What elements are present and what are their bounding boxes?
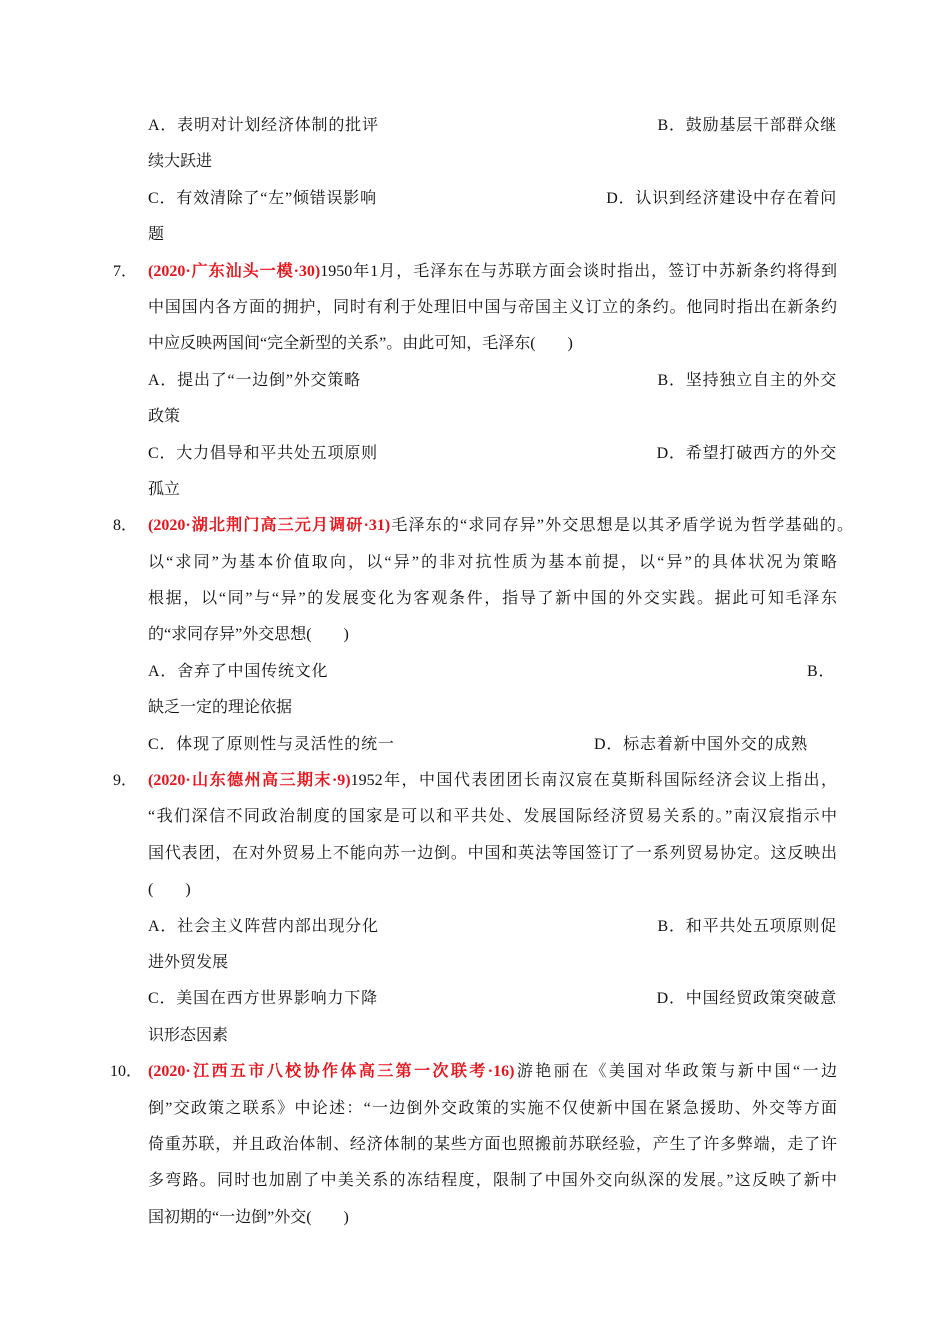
question-stem: 根据，以“同”与“异”的发展变化为客观条件，指导了新中国的外交实践。据此可知毛泽东	[148, 590, 837, 608]
question-stem: 中国国内各方面的拥护，同时有利于处理旧中国与帝国主义订立的条约。他同时指出在新条约	[148, 298, 837, 316]
option-row	[148, 981, 837, 1017]
question-number: 10．	[110, 1063, 143, 1081]
option-continuation: 孤立	[148, 480, 181, 498]
question-source: (2020·山东德州高三期末·9)	[148, 772, 351, 790]
option-b: B．鼓励基层干部群众继	[657, 117, 837, 134]
option-row	[148, 363, 837, 399]
option-continuation: 题	[148, 226, 165, 244]
document-page	[110, 108, 853, 1236]
option-row	[148, 909, 837, 945]
option-b: B．坚持独立自主的外交	[657, 371, 837, 389]
option-row	[148, 181, 837, 217]
option-a: A．舍弃了中国传统文化	[148, 662, 329, 680]
option-c: C．有效清除了“左”倾错误影响	[148, 189, 377, 207]
option-c: C．体现了原则性与灵活性的统一	[148, 735, 395, 753]
option-continuation: 识形态因素	[148, 1026, 229, 1044]
question-stem: 国代表团，在对外贸易上不能向苏一边倒。中国和英法等国签订了一系列贸易协定。这反映出	[148, 844, 837, 862]
question-source: (2020·江西五市八校协作体高三第一次联考·16)	[148, 1063, 515, 1081]
question-stem: 中应反映两国间“完全新型的关系”。由此可知，毛泽东( )	[148, 335, 573, 353]
question-stem: ( )	[148, 881, 191, 899]
question-stem: 9． (2020·山东德州高三期末·9)1952年，中国代表团团长南汉宸在莫斯科国际经济会议上指出，	[148, 763, 837, 799]
question-stem: “我们深信不同政治制度的国家是可以和平共处、发展国际经济贸易关系的。”南汉宸指示中	[148, 808, 837, 826]
question-stem: 8． (2020·湖北荆门高三元月调研·31)毛泽东的“求同存异”外交思想是以其矛盾学说为哲学基础的。	[148, 508, 853, 544]
option-row	[148, 436, 837, 472]
option-d: D．中国经贸政策突破意	[656, 990, 837, 1008]
option-continuation: 进外贸发展	[148, 953, 229, 971]
option-d: D．认识到经济建设中存在着问	[606, 189, 837, 207]
option-continuation: 政策	[148, 408, 181, 426]
question-stem: 的“求同存异”外交思想( )	[148, 626, 349, 644]
question-stem: 倒”交政策之联系》中论述：“一边倒外交政策的实施不仅使新中国在紧急援助、外交等方面	[148, 1099, 837, 1117]
question-source: (2020·广东汕头一模·30)	[148, 262, 321, 280]
option-a: A．提出了“一边倒”外交策略	[148, 371, 361, 389]
option-d: D．希望打破西方的外交	[656, 444, 837, 462]
question-number: 7．	[113, 262, 138, 280]
option-d: D．标志着新中国外交的成熟	[594, 735, 808, 753]
question-stem: 国初期的“一边倒”外交( )	[148, 1208, 349, 1226]
question-source: (2020·湖北荆门高三元月调研·31)	[148, 517, 391, 535]
question-stem: 倚重苏联，并且政治体制、经济体制的某些方面也照搬前苏联经验，产生了许多弊端，走了许	[148, 1135, 837, 1153]
option-row	[148, 654, 837, 690]
option-a: A．社会主义阵营内部出现分化	[148, 917, 379, 935]
question-number: 9．	[113, 772, 138, 790]
question-stem: 7． (2020·广东汕头一模·30)1950年1月，毛泽东在与苏联方面会谈时指出，签订中苏新条约将得到	[148, 254, 837, 290]
option-b: B．和平共处五项原则促	[657, 917, 837, 935]
question-stem: 多弯路。同时也加剧了中美关系的冻结程度，限制了中国外交向纵深的发展。”这反映了新中	[148, 1172, 837, 1190]
question-stem: 10． (2020·江西五市八校协作体高三第一次联考·16)游艳丽在《美国对华政策与新中国“一边	[148, 1054, 837, 1090]
option-c: C．大力倡导和平共处五项原则	[148, 444, 378, 462]
option-a: A．表明对计划经济体制的批评	[148, 117, 379, 134]
option-c: C．美国在西方世界影响力下降	[148, 990, 378, 1008]
question-number: 8．	[113, 517, 138, 535]
option-continuation: 续大跃进	[148, 153, 213, 171]
option-row	[148, 727, 837, 763]
option-b: B．	[807, 662, 836, 680]
option-row	[148, 108, 837, 144]
question-stem: 以“求同”为基本价值取向，以“异”的非对抗性质为基本前提，以“异”的具体状况为策略	[148, 553, 837, 571]
option-continuation: 缺乏一定的理论依据	[148, 699, 293, 717]
